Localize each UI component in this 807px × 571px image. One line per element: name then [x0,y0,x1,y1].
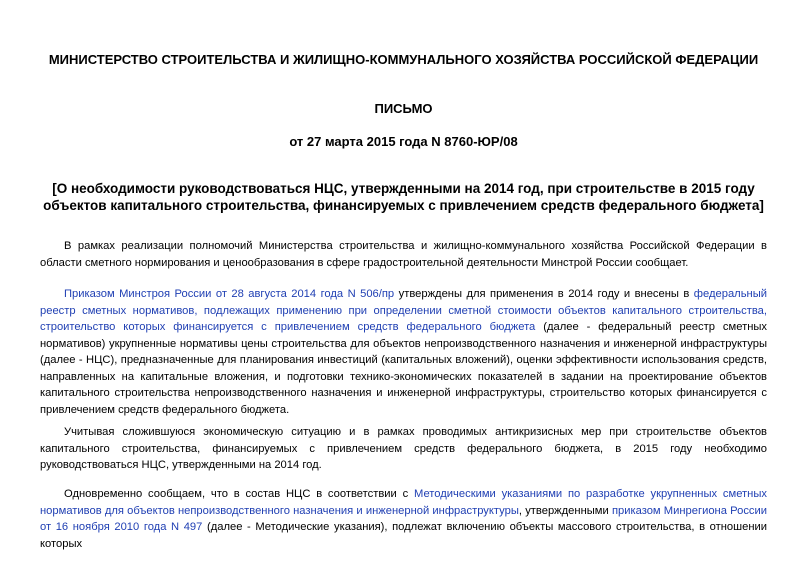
paragraph-4-text-2: , утвержденными [518,504,612,517]
document-date-number: от 27 марта 2015 года N 8760-ЮР/08 [289,134,518,149]
paragraph-4 [40,486,767,552]
paragraph-3: Учитывая сложившуюся экономическую ситуацию и в рамках проводимых антикризисных мер при строительстве объектов капитального строительства, финансируемых с привлечением средств федерального бюджета, в 2015 году необходимо руководствоваться НЦС, утвержденными на 2014 год. [40,426,767,471]
link-order-497[interactable]: приказом Минрегиона России от 16 ноября 2010 года N 497 [40,504,767,533]
link-federal-registry[interactable]: федеральный реестр сметных нормативов, подлежащих применению при определении сметной стоимости объектов капитального строительства, строительство которых финансируется с привлечением средств федерального бюджета [40,288,767,333]
ministry-title: МИНИСТЕРСТВО СТРОИТЕЛЬСТВА И ЖИЛИЩНО-КОММУНАЛЬНОГО ХОЗЯЙСТВА РОССИЙСКОЙ ФЕДЕРАЦИИ [48,52,759,67]
document-subject: [О необходимости руководствоваться НЦС, утвержденными на 2014 год, при строительстве в 2015 году объектов капитального строительства, финансируемых с привлечением средств федерального бюджета] [43,181,764,213]
link-order-506[interactable]: Приказом Минстроя России от 28 августа 2014 года N 506/пр [64,288,395,300]
paragraph-2 [40,286,767,418]
link-methodical-guidelines[interactable]: Методическими указаниями по разработке укрупненных сметных нормативов для объектов непроизводственного назначения и инженерной инфраструктуры [40,488,767,517]
paragraph-2-text-2: (далее - федеральный реестр сметных нормативов) укрупненные нормативы цены строительства для объектов непроизводственного назначения и инженерной инфраструктуры (далее - НЦС), предназначенные для планирования инвестиций (капитальных вложений), оценки эффективности использования средств, направленных на капитальные вложения, и подготовки технико-экономических показателей в задании на проектирование объектов капитального строительства непроизводственного назначения и инженерной инфраструктуры, строительство которых финансируется с привлечением средств федерального бюджета. [40,321,768,416]
paragraph-4-text-1: Одновременно сообщаем, что в состав НЦС в соответствии с [64,488,414,500]
paragraph-4-text-3: (далее - Методические указания), подлежат включению объекты массового строительства, в отношении которых [40,521,767,550]
paragraph-2-text-1: утверждены для применения в 2014 году и внесены в [394,288,694,300]
document-type: ПИСЬМО [374,101,433,116]
paragraph-1: В рамках реализации полномочий Министерства строительства и жилищно-коммунального хозяйства Российской Федерации в области сметного нормирования и ценообразования в сфере градостроительной деятельности Минстрой России сообщает. [40,240,767,269]
